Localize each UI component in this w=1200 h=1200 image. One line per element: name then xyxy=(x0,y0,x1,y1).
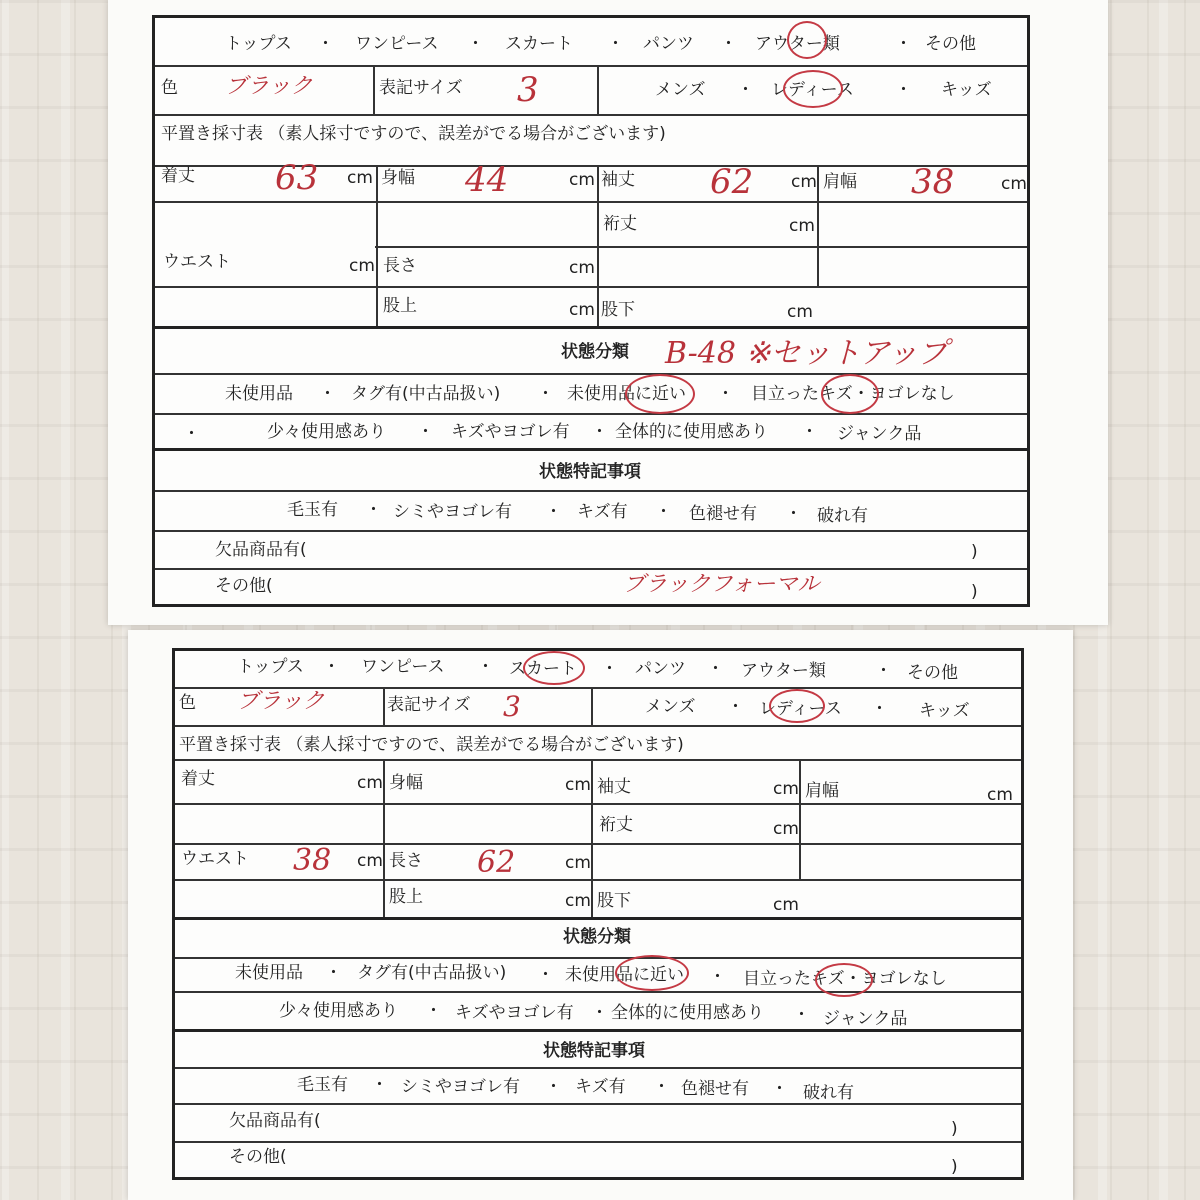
unit-cm: cm xyxy=(569,300,595,320)
status-damaged[interactable]: キズやヨゴレ有 xyxy=(455,1003,574,1023)
gender-ladies[interactable]: レディース xyxy=(771,80,854,100)
separator: ・ xyxy=(875,661,892,681)
note-stains[interactable]: シミやヨゴレ有 xyxy=(393,502,512,522)
separator: ・ xyxy=(365,500,382,520)
sleeve-label: 袖丈 xyxy=(597,777,631,797)
color-label: 色 xyxy=(161,78,178,98)
category-skirt[interactable]: スカート xyxy=(509,659,577,679)
category-skirt[interactable]: スカート xyxy=(505,34,573,54)
unit-cm: cm xyxy=(987,785,1013,805)
note-pilling[interactable]: 毛玉有 xyxy=(287,500,338,520)
yuki-label: 裄丈 xyxy=(599,815,633,835)
selected-circle xyxy=(769,689,825,723)
note-stains[interactable]: シミやヨゴレ有 xyxy=(401,1077,520,1097)
category-tops[interactable]: トップス xyxy=(237,657,304,677)
separator: ・ xyxy=(323,657,340,677)
selected-circle xyxy=(523,651,585,685)
separator: ・ xyxy=(417,422,434,442)
inseam-label: 股下 xyxy=(597,891,631,911)
shoulder-value: 38 xyxy=(911,162,955,202)
separator: ・ xyxy=(317,34,334,54)
separator: ・ xyxy=(717,384,734,404)
separator: ・ xyxy=(895,34,912,54)
separator: ・ xyxy=(371,1075,388,1095)
status-near-unused[interactable]: 未使用品に近い xyxy=(567,384,686,404)
separator: ・ xyxy=(793,1005,810,1025)
separator: ・ xyxy=(871,699,888,719)
status-overall-use[interactable]: 全体的に使用感あり xyxy=(615,422,768,442)
status-junk[interactable]: ジャンク品 xyxy=(837,424,922,444)
category-other[interactable]: その他 xyxy=(925,34,976,54)
size-label: 表記サイズ xyxy=(379,78,463,98)
unit-cm: cm xyxy=(569,258,595,278)
category-outer[interactable]: アウター類 xyxy=(741,661,826,681)
separator: ・ xyxy=(707,659,724,679)
status-tag[interactable]: タグ有(中古品扱い) xyxy=(351,384,501,404)
separator: ・ xyxy=(537,965,554,985)
note-tears[interactable]: 破れ有 xyxy=(817,506,868,526)
category-pants[interactable]: パンツ xyxy=(643,34,694,54)
note-scratches[interactable]: キズ有 xyxy=(575,1077,626,1097)
size-label: 表記サイズ xyxy=(387,695,471,715)
size-value: 3 xyxy=(517,70,539,110)
note-scratches[interactable]: キズ有 xyxy=(577,502,628,522)
status-slight-use[interactable]: 少々使用感あり xyxy=(279,1001,398,1021)
total-length-label: 長さ xyxy=(389,851,423,871)
separator: ・ xyxy=(720,34,737,54)
status-no-damage[interactable]: 目立ったキズ・ヨゴレなし xyxy=(751,384,955,404)
separator: ・ xyxy=(801,422,818,442)
yuki-label: 裄丈 xyxy=(603,214,637,234)
missing-label: 欠品商品有( xyxy=(229,1111,321,1131)
separator: ・ xyxy=(319,384,336,404)
color-value: ブラック xyxy=(237,689,325,714)
waist-label: ウエスト xyxy=(181,849,249,869)
unit-cm: cm xyxy=(565,853,591,873)
selected-circle xyxy=(787,21,827,59)
unit-cm: cm xyxy=(347,168,373,188)
status-title: 状態分類 xyxy=(561,342,629,362)
category-onepiece[interactable]: ワンピース xyxy=(355,34,439,54)
status-unused[interactable]: 未使用品 xyxy=(225,384,293,404)
inspection-form-1 xyxy=(152,15,1030,607)
sleeve-value: 62 xyxy=(710,162,754,202)
separator: ・ xyxy=(895,80,912,100)
separator: ・ xyxy=(785,504,802,524)
gender-kids[interactable]: キッズ xyxy=(941,80,992,100)
measure-title: 平置き採寸表 （素人採寸ですので、誤差がでる場合がございます) xyxy=(179,735,684,755)
shoulder-label: 肩幅 xyxy=(823,172,857,192)
category-other[interactable]: その他 xyxy=(907,663,958,683)
separator: ・ xyxy=(591,1003,608,1023)
category-pants[interactable]: パンツ xyxy=(635,659,686,679)
width-value: 44 xyxy=(465,160,509,200)
other-close: ) xyxy=(971,582,978,602)
selected-circle xyxy=(821,374,879,414)
category-tops[interactable]: トップス xyxy=(225,34,292,54)
unit-cm: cm xyxy=(789,216,815,236)
separator: ・ xyxy=(737,80,754,100)
unit-cm: cm xyxy=(773,819,799,839)
waist-value: 38 xyxy=(293,843,332,878)
unit-cm: cm xyxy=(773,895,799,915)
separator: ・ xyxy=(477,657,494,677)
status-tag[interactable]: タグ有(中古品扱い) xyxy=(357,963,507,983)
separator: ・ xyxy=(709,967,726,987)
notes-title: 状態特記事項 xyxy=(543,1041,645,1061)
other-label: その他( xyxy=(215,576,273,596)
status-title: 状態分類 xyxy=(563,927,631,947)
separator: ・ xyxy=(591,422,608,442)
rise-label: 股上 xyxy=(389,887,423,907)
separator: ・ xyxy=(601,659,618,679)
status-overall-use[interactable]: 全体的に使用感あり xyxy=(611,1003,764,1023)
gender-mens[interactable]: メンズ xyxy=(655,80,706,100)
length-label: 着丈 xyxy=(181,769,215,789)
unit-cm: cm xyxy=(357,851,383,871)
unit-cm: cm xyxy=(787,302,813,322)
unit-cm: cm xyxy=(569,170,595,190)
unit-cm: cm xyxy=(349,256,375,276)
status-no-damage[interactable]: 目立ったキズ・ヨゴレなし xyxy=(743,969,947,989)
unit-cm: cm xyxy=(565,891,591,911)
color-label: 色 xyxy=(179,693,196,713)
other-value: ブラックフォーマル xyxy=(623,572,820,597)
unit-cm: cm xyxy=(773,779,799,799)
unit-cm: cm xyxy=(565,775,591,795)
inspection-form-2 xyxy=(172,648,1024,1180)
separator: ・ xyxy=(425,1001,442,1021)
missing-close: ) xyxy=(971,542,978,562)
note-tears[interactable]: 破れ有 xyxy=(803,1083,854,1103)
width-label: 身幅 xyxy=(381,168,415,188)
gender-ladies[interactable]: レディース xyxy=(759,699,842,719)
separator: ・ xyxy=(607,34,624,54)
status-near-unused[interactable]: 未使用品に近い xyxy=(565,965,684,985)
unit-cm: cm xyxy=(1001,174,1027,194)
selected-circle xyxy=(625,374,695,414)
length-value: 63 xyxy=(275,158,319,198)
selected-circle xyxy=(783,70,843,108)
separator: ・ xyxy=(655,502,672,522)
status-junk[interactable]: ジャンク品 xyxy=(823,1009,908,1029)
separator: ・ xyxy=(727,697,744,717)
separator: ・ xyxy=(771,1079,788,1099)
separator: ・ xyxy=(183,424,200,444)
unit-cm: cm xyxy=(791,172,817,192)
unit-cm: cm xyxy=(357,773,383,793)
measure-title: 平置き採寸表 （素人採寸ですので、誤差がでる場合がございます) xyxy=(161,124,666,144)
inseam-label: 股下 xyxy=(601,300,635,320)
status-slight-use[interactable]: 少々使用感あり xyxy=(267,422,386,442)
category-onepiece[interactable]: ワンピース xyxy=(361,657,445,677)
total-length-label: 長さ xyxy=(383,256,417,276)
separator: ・ xyxy=(467,34,484,54)
rise-label: 股上 xyxy=(383,296,417,316)
size-value: 3 xyxy=(503,690,521,723)
waist-label: ウエスト xyxy=(163,252,231,272)
separator: ・ xyxy=(545,502,562,522)
category-outer[interactable]: アウター類 xyxy=(755,34,840,54)
selected-circle xyxy=(815,963,873,997)
gender-kids[interactable]: キッズ xyxy=(919,701,970,721)
other-close: ) xyxy=(951,1157,958,1177)
width-label: 身幅 xyxy=(389,773,423,793)
total-length-value: 62 xyxy=(477,845,516,880)
other-label: その他( xyxy=(229,1147,287,1167)
status-note: B-48 ※セットアップ xyxy=(665,336,948,371)
note-pilling[interactable]: 毛玉有 xyxy=(297,1075,348,1095)
missing-label: 欠品商品有( xyxy=(215,540,307,560)
separator: ・ xyxy=(537,384,554,404)
separator: ・ xyxy=(653,1077,670,1097)
separator: ・ xyxy=(545,1077,562,1097)
notes-title: 状態特記事項 xyxy=(539,462,641,482)
selected-circle xyxy=(615,955,689,991)
status-unused[interactable]: 未使用品 xyxy=(235,963,303,983)
status-damaged[interactable]: キズやヨゴレ有 xyxy=(451,422,570,442)
shoulder-label: 肩幅 xyxy=(805,781,839,801)
note-fading[interactable]: 色褪せ有 xyxy=(681,1079,749,1099)
note-fading[interactable]: 色褪せ有 xyxy=(689,504,757,524)
separator: ・ xyxy=(325,963,342,983)
missing-close: ) xyxy=(951,1119,958,1139)
length-label: 着丈 xyxy=(161,166,195,186)
color-value: ブラック xyxy=(225,74,313,99)
sleeve-label: 袖丈 xyxy=(601,170,635,190)
gender-mens[interactable]: メンズ xyxy=(645,697,696,717)
